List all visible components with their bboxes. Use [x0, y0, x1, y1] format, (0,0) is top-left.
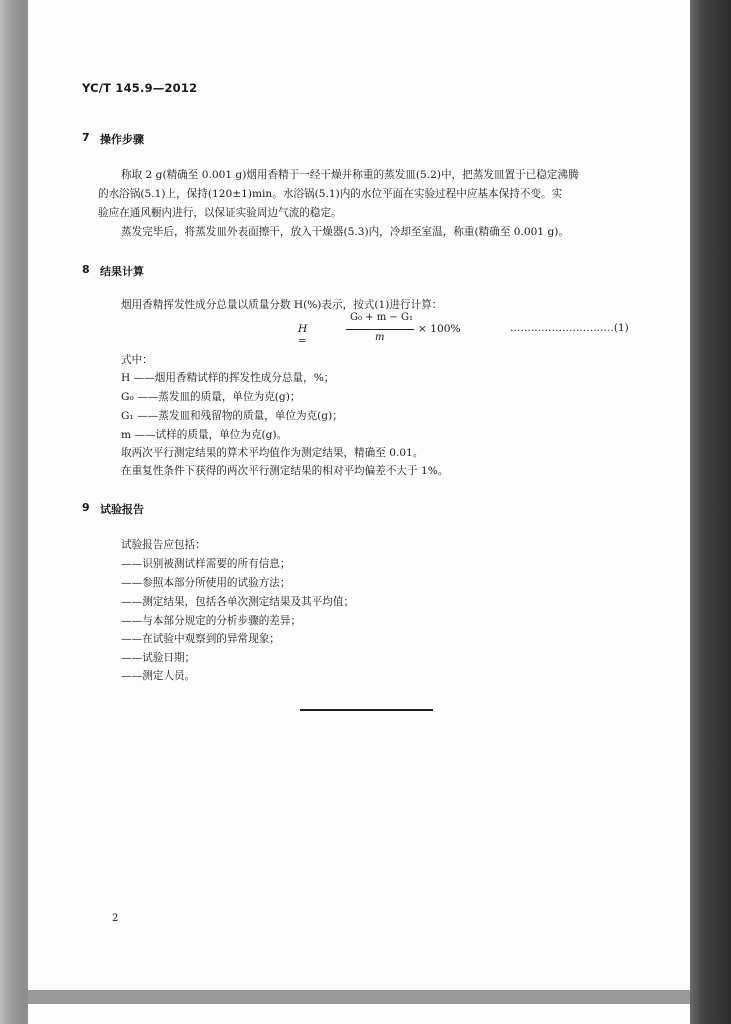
report-item: ——在试验中观察到的异常现象； — [121, 633, 280, 645]
formula-numerator: G₀ + m − G₁ — [350, 312, 413, 323]
report-item: ——参照本部分所使用的试验方法； — [121, 577, 291, 589]
definition-g1: G₁ ——蒸发皿和残留物的质量，单位为克(g)； — [121, 410, 343, 422]
section-9-number: 9 — [82, 501, 90, 514]
report-item: ——测定人员。 — [121, 670, 196, 682]
where-label: 式中： — [121, 354, 153, 366]
viewer-background-edge — [690, 0, 731, 1024]
section-9-intro: 试验报告应包括： — [121, 539, 206, 551]
section-7-line-2: 的水浴锅(5.1)上，保持(120±1)min。水浴锅(5.1)内的水位平面在实验过程中应基本保持不变。实 — [98, 188, 563, 200]
section-7-line-3: 验应在通风橱内进行，以保证实验周边气流的稳定。 — [98, 207, 342, 219]
standard-number: YC/T 145.9—2012 — [82, 81, 198, 95]
result-note-2: 在重复性条件下获得的两次平行测定结果的相对平均偏差不大于 1%。 — [121, 465, 449, 477]
equation-reference: …………………………(1) — [510, 322, 629, 334]
formula-rhs: × 100% — [418, 323, 461, 335]
report-item: ——识别被测试样需要的所有信息； — [121, 558, 291, 570]
next-page — [28, 1004, 690, 1024]
result-note-1: 取两次平行测定结果的算术平均值作为测定结果，精确至 0.01。 — [121, 447, 424, 459]
section-7-line-4: 蒸发完毕后，将蒸发皿外表面擦干，放入干燥器(5.3)内，冷却至室温，称重(精确至 0.001 g)。 — [121, 226, 570, 238]
section-8-intro: 烟用香精挥发性成分总量以质量分数 H(%)表示，按式(1)进行计算： — [121, 299, 443, 311]
definition-h: H ——烟用香精试样的挥发性成分总量，%； — [121, 372, 335, 384]
report-item: ——与本部分规定的分析步骤的差异； — [121, 615, 302, 627]
page-number: 2 — [112, 913, 119, 924]
fraction-bar — [346, 329, 414, 330]
report-item: ——试验日期； — [121, 652, 196, 664]
section-7-line-1: 称取 2 g(精确至 0.001 g)烟用香精于一经干燥并称重的蒸发皿(5.2)中，把蒸发皿置于已稳定沸腾 — [121, 169, 579, 181]
formula-lhs: H = — [298, 323, 308, 347]
formula-denominator: m — [375, 332, 385, 343]
definition-g0: G₀ ——蒸发皿的质量，单位为克(g)； — [121, 391, 301, 403]
section-7-title: 操作步骤 — [100, 133, 144, 146]
page-gap — [28, 990, 690, 1004]
section-7-number: 7 — [82, 131, 90, 144]
document-page — [28, 0, 690, 990]
section-9-title: 试验报告 — [100, 503, 144, 516]
definition-m: m ——试样的质量，单位为克(g)。 — [121, 429, 288, 441]
report-item: ——测定结果，包括各单次测定结果及其平均值； — [121, 596, 355, 608]
section-8-title: 结果计算 — [100, 265, 144, 278]
section-8-number: 8 — [82, 263, 90, 276]
end-rule — [300, 709, 433, 711]
